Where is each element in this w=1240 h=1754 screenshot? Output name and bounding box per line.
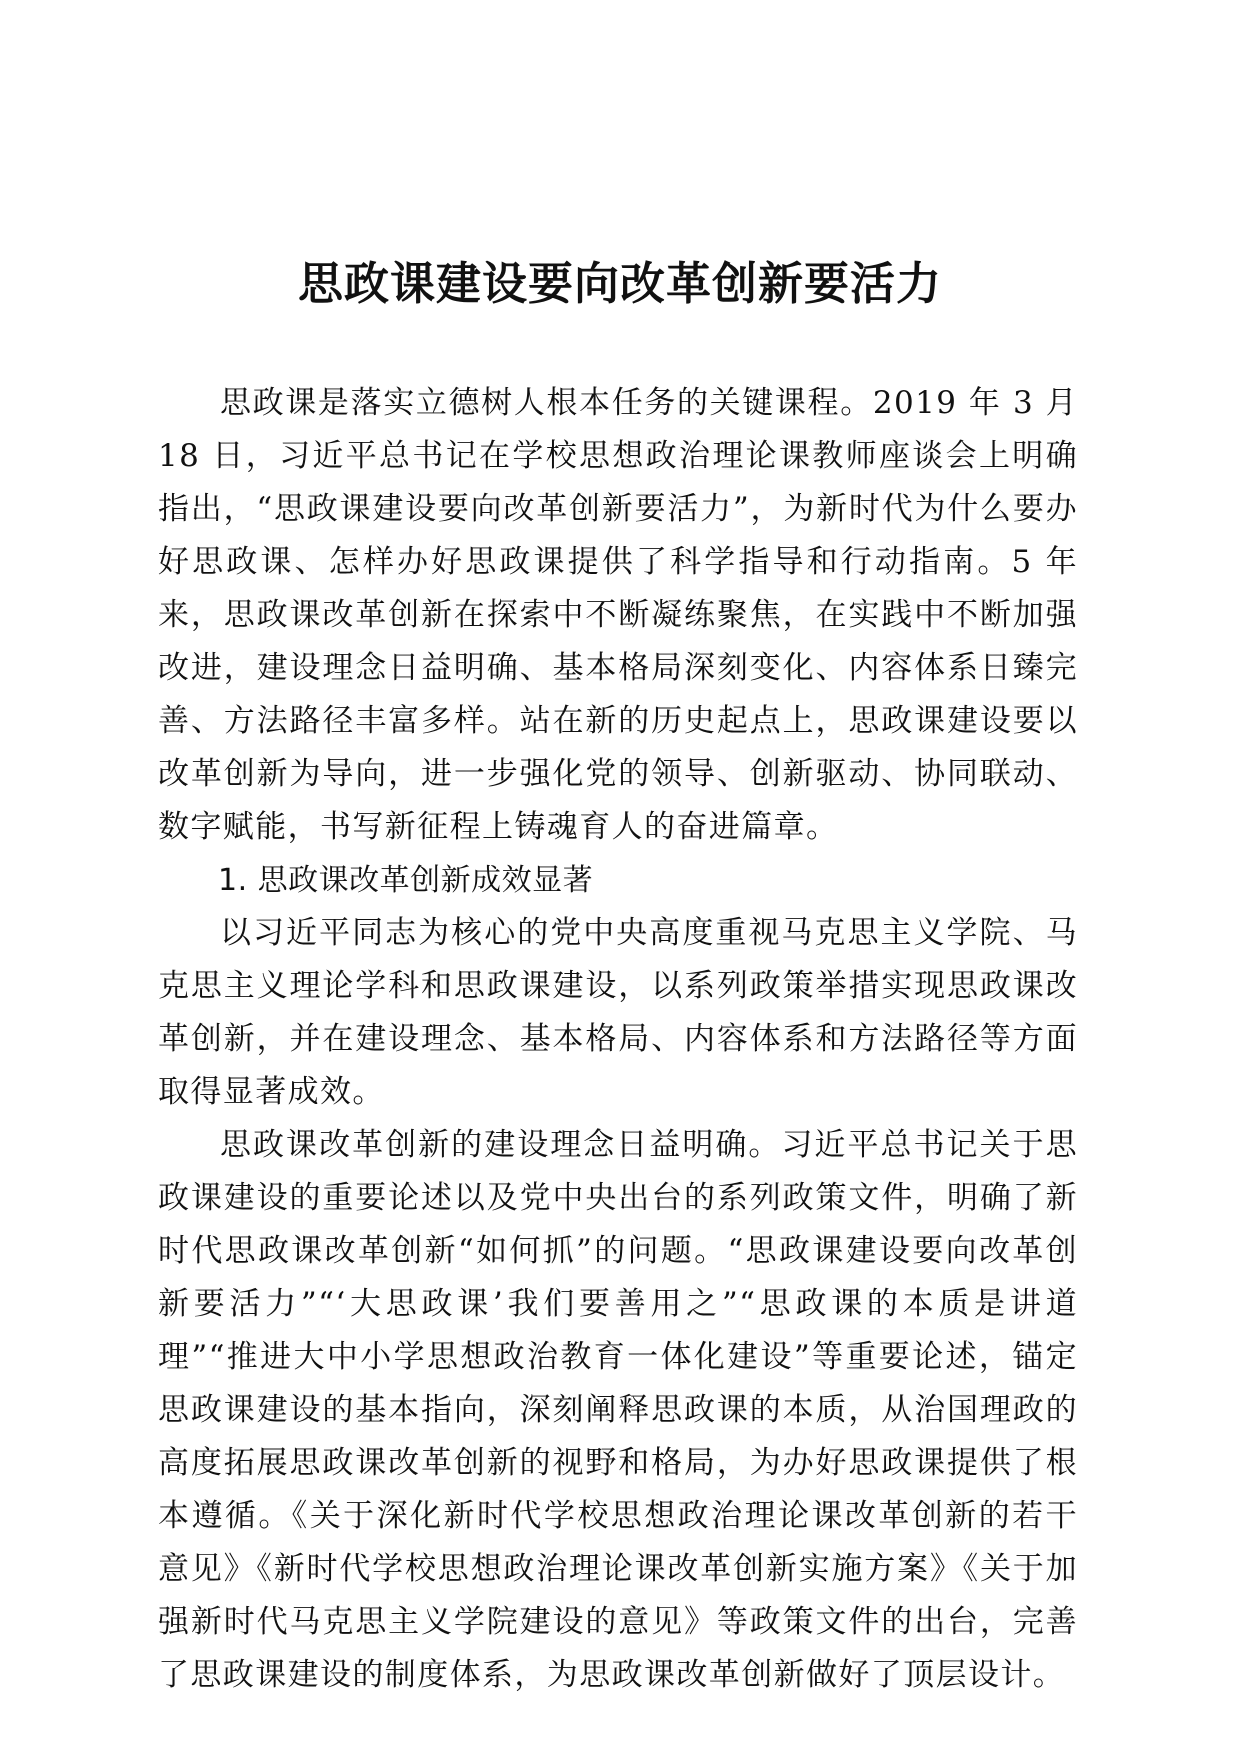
body-paragraph: 思政课改革创新的建设理念日益明确。习近平总书记关于思政课建设的重要论述以及党中央出台的系列政策文件，明确了新时代思政课改革创新“如何抓”的问题。“思政课建设要向改革创新要活力”“‘大思政课’我们要善用之”“思政课的本质是讲道理”“推进大中小学思想政治教育一体化建设”等重要论述，锚定思政课建设的基本指向，深刻阐释思政课的本质，从治国理政的高度拓展思政课改革创新的视野和格局，为办好思政课提供了根本遵循。《关于深化新时代学校思想政治理论课改革创新的若干意见》《新时代学校思想政治理论课改革创新实施方案》《关于加强新时代马克思主义学院建设的意见》等政策文件的出台，完善了思政课建设的制度体系，为思政课改革创新做好了顶层设计。	[158, 1127, 1078, 1693]
document-body	[158, 377, 1078, 1702]
intro-paragraph: 思政课是落实立德树人根本任务的关键课程。2019 年 3 月 18 日，习近平总书记在学校思想政治理论课教师座谈会上明确指出，“思政课建设要向改革创新要活力”，为新时代为什么要办好思政课、怎样办好思政课提供了科学指导和行动指南。5 年来，思政课改革创新在探索中不断凝练聚焦，在实践中不断加强改进，建设理念日益明确、基本格局深刻变化、内容体系日臻完善、方法路径丰富多样。站在新的历史起点上，思政课建设要以改革创新为导向，进一步强化党的领导、创新驱动、协同联动、数字赋能，书写新征程上铸魂育人的奋进篇章。	[158, 385, 1078, 845]
document-title: 思政课建设要向改革创新要活力	[297, 257, 942, 310]
body-paragraph: 以习近平同志为核心的党中央高度重视马克思主义学院、马克思主义理论学科和思政课建设，以系列政策举措实现思政课改革创新，并在建设理念、基本格局、内容体系和方法路径等方面取得显著成效。	[158, 915, 1078, 1110]
section-heading: 1. 思政课改革创新成效显著	[218, 863, 594, 898]
